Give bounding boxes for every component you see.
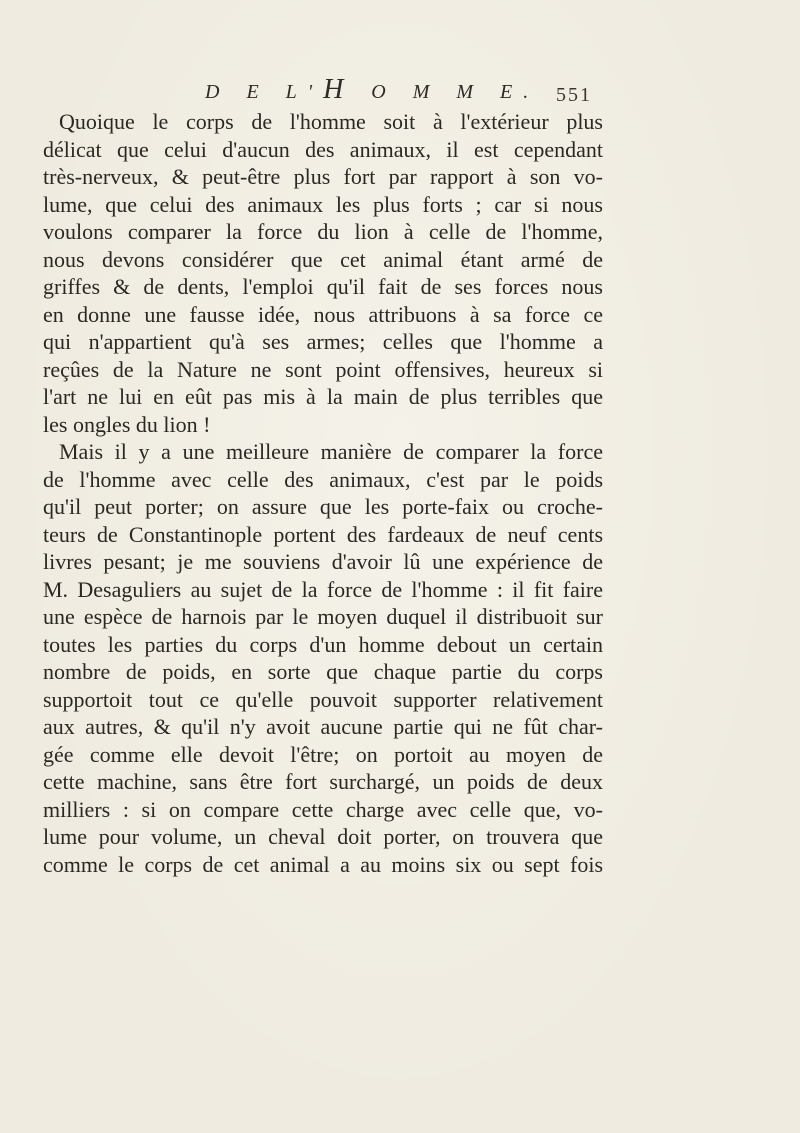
text-line: livres pesant; je me souviens d'avoir lû une expérience de [43,549,603,574]
text-line: nous devons considérer que cet animal étant armé de [43,246,603,272]
text-line: qu'il peut porter; on assure que les porte-faix ou croche- [43,494,603,519]
text-line: lume pour volume, un cheval doit porter, on trouvera que [43,824,603,849]
text-line: reçûes de la Nature ne sont point offensives, heureux si [43,356,603,382]
running-head-initial: H [323,74,356,105]
text-line: une espèce de harnois par le moyen duquel il distribuoit sur [43,604,603,629]
text-line: M. Desaguliers au sujet de la force de l'homme : il fit faire [43,576,603,602]
running-head-prefix: D E L' [205,81,324,103]
text-line: les ongles du lion ! [43,411,211,437]
page-number: 551 [556,84,592,106]
text-line: l'art ne lui en eût pas mis à la main de plus terribles que [43,384,603,409]
text-line: nombre de poids, en sorte que chaque partie du corps [43,659,603,684]
text-line: qui n'appartient qu'à ses armes; celles que l'homme a [43,329,603,354]
text-line: milliers : si on compare cette charge avec celle que, vo- [43,796,603,822]
text-line: teurs de Constantinople portent des fardeaux de neuf cents [43,521,603,547]
text-line: très-nerveux, & peut-être plus fort par rapport à son vo- [43,164,603,189]
text-line: voulons comparer la force du lion à celle de l'homme, [43,219,603,244]
text-line: cette machine, sans être fort surchargé, un poids de deux [43,769,603,794]
running-head [205,74,605,106]
text-line: gée comme elle devoit l'être; on portoit au moyen de [43,741,603,767]
body-text [43,108,603,878]
text-line: de l'homme avec celle des animaux, c'est par le poids [43,466,603,492]
text-line: supportoit tout ce qu'elle pouvoit supporter relativement [43,686,603,712]
text-line: lume, que celui des animaux les plus forts ; car si nous [43,191,603,217]
text-line: griffes & de dents, l'emploi qu'il fait de ses forces nous [43,274,603,299]
text-line: aux autres, & qu'il n'y avoit aucune partie qui ne fût char- [43,714,603,739]
text-line: en donne une fausse idée, nous attribuons à sa force ce [43,301,603,327]
running-head-suffix: O M M E. [355,81,540,103]
text-line: comme le corps de cet animal a au moins six ou sept fois [43,851,603,877]
text-line: Quoique le corps de l'homme soit à l'extérieur plus [59,109,603,134]
paragraph-1 [43,108,603,438]
text-line: Mais il y a une meilleure manière de comparer la force [59,439,603,464]
text-line: toutes les parties du corps d'un homme debout un certain [43,631,603,657]
paragraph-2 [43,438,603,878]
text-line: délicat que celui d'aucun des animaux, il est cependant [43,136,603,162]
